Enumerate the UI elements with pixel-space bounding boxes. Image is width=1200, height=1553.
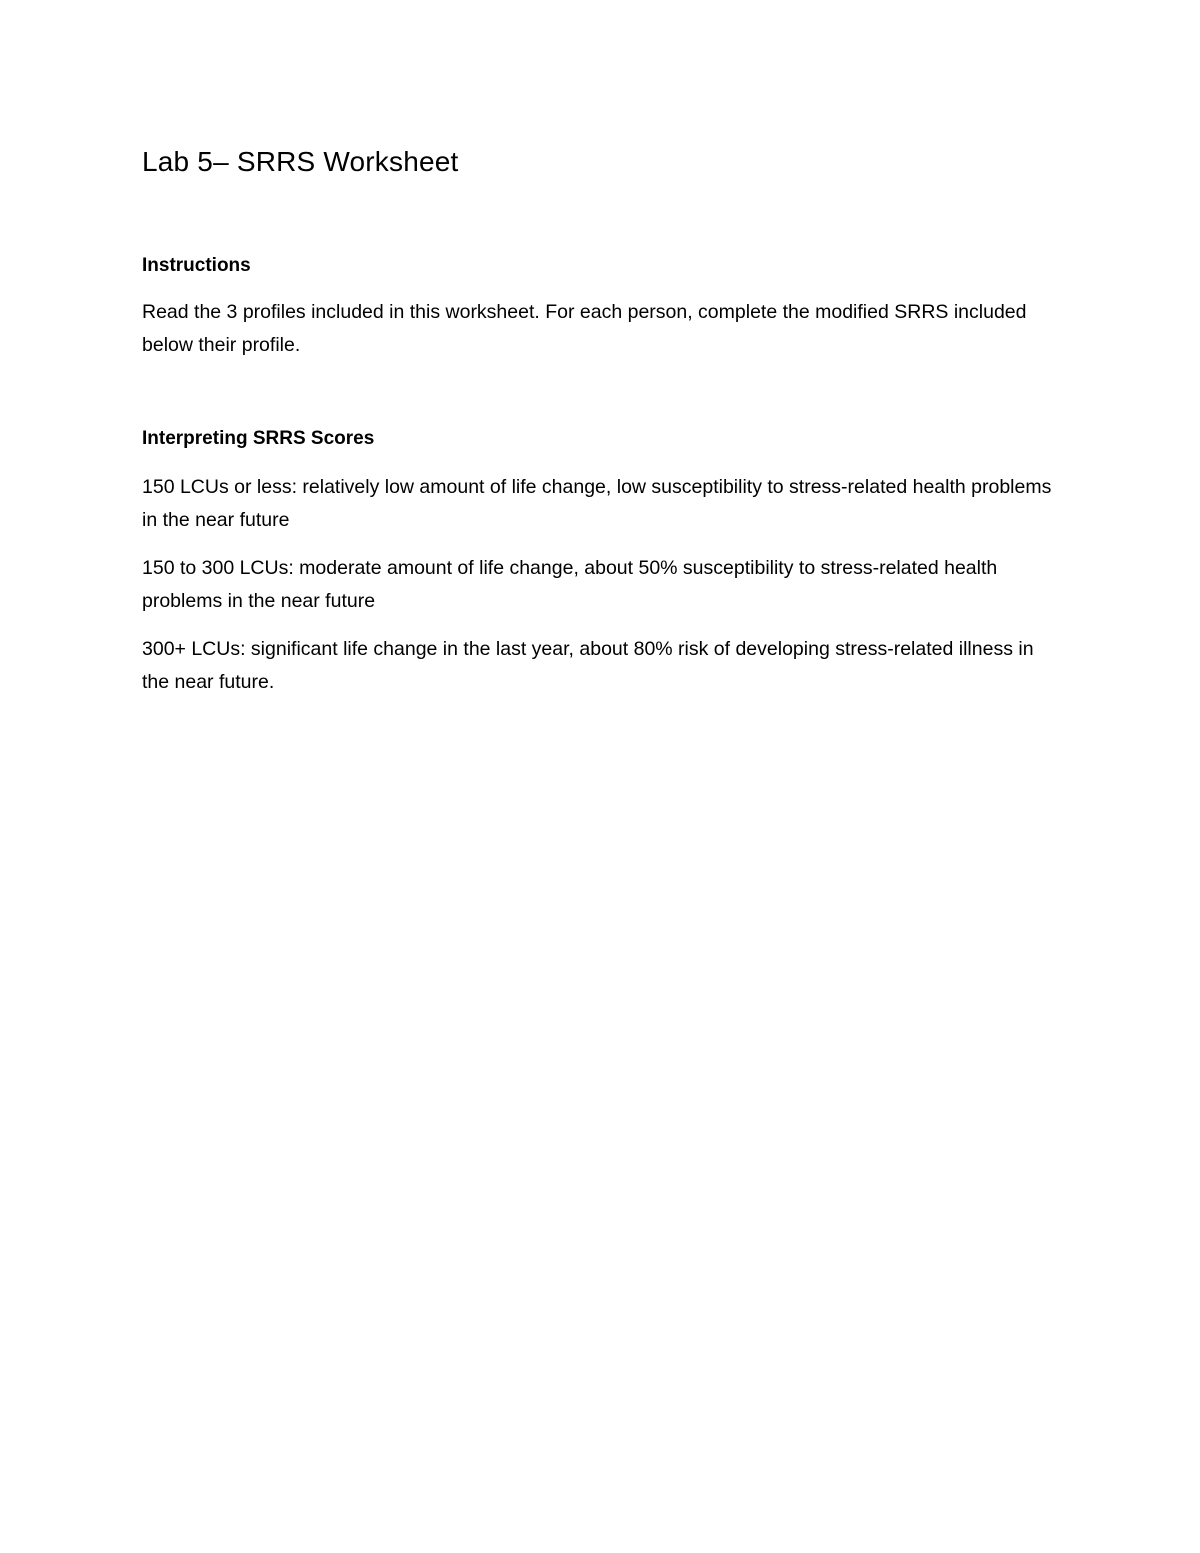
document-content [142, 142, 1062, 698]
interpreting-heading: Interpreting SRRS Scores [142, 428, 375, 449]
score-range-moderate: 150 to 300 LCUs: moderate amount of life change, about 50% susceptibility to stress-related health problems in the near future [142, 557, 998, 612]
score-range-low: 150 LCUs or less: relatively low amount of life change, low susceptibility to stress-related health problems in the near future [142, 476, 1052, 531]
instructions-text: Read the 3 profiles included in this worksheet. For each person, complete the modified SRRS included below their profile. [142, 301, 1027, 356]
score-range-high: 300+ LCUs: significant life change in the last year, about 80% risk of developing stress-related illness in the near future. [142, 638, 1034, 693]
document-title: Lab 5– SRRS Worksheet [142, 146, 459, 177]
instructions-heading: Instructions [142, 255, 251, 276]
